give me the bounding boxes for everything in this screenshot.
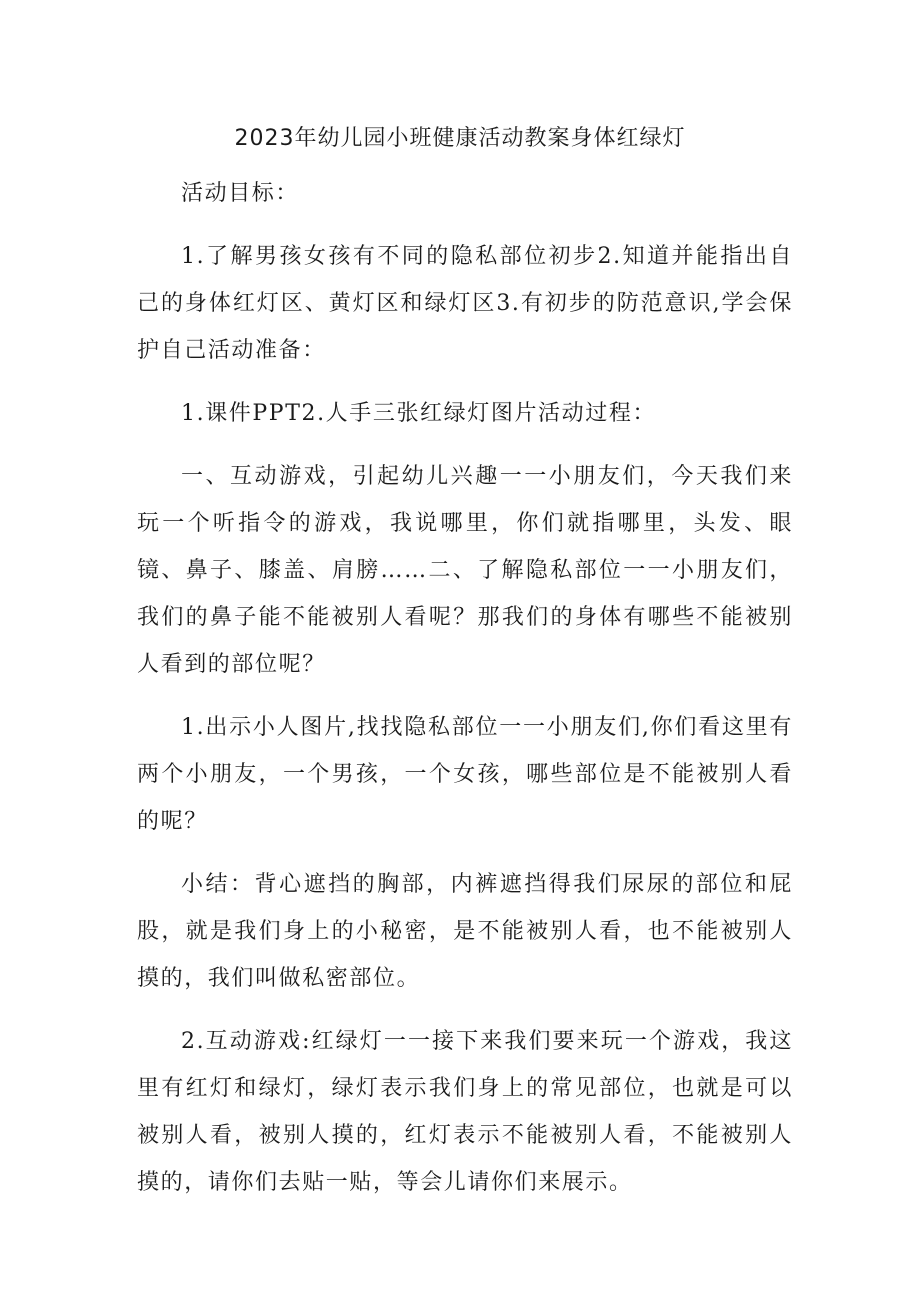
paragraph-goals: 1.了解男孩女孩有不同的隐私部位初步2.知道并能指出自己的身体红灯区、黄灯区和绿灯区3.有初步的防范意识,学会保护自己活动准备： [137, 244, 793, 363]
paragraph-traffic-light-game: 2.互动游戏:红绿灯一一接下来我们要来玩一个游戏，我这里有红灯和绿灯，绿灯表示我们身上的常见部位，也就是可以被别人看，被别人摸的，红灯表示不能被别人看，不能被别人摸的，请你们去贴一贴，等会儿请你们来展示。 [137, 1029, 793, 1195]
paragraph-preparation: 1.课件PPT2.人手三张红绿灯图片活动过程： [181, 401, 657, 426]
document-body [137, 170, 793, 1222]
paragraph-picture-activity: 1.出示小人图片,找找隐私部位一一小朋友们,你们看这里有两个小朋友，一个男孩，一个女孩，哪些部位是不能被别人看的呢？ [137, 715, 793, 834]
paragraph-step-one: 一、互动游戏，引起幼儿兴趣一一小朋友们，今天我们来玩一个听指令的游戏，我说哪里，你们就指哪里，头发、眼镜、鼻子、膝盖、肩膀……二、了解隐私部位一一小朋友们，我们的鼻子能不能被别人看呢？那我们的身体有哪些不能被别人看到的部位呢？ [137, 464, 793, 677]
paragraph-activity-goals-heading: 活动目标： [181, 181, 300, 206]
document-title: 2023年幼儿园小班健康活动教案身体红绿灯 [234, 126, 686, 151]
paragraph-summary: 小结：背心遮挡的胸部，内裤遮挡得我们尿尿的部位和屁股，就是我们身上的小秘密，是不能被别人看，也不能被别人摸的，我们叫做私密部位。 [137, 872, 793, 991]
